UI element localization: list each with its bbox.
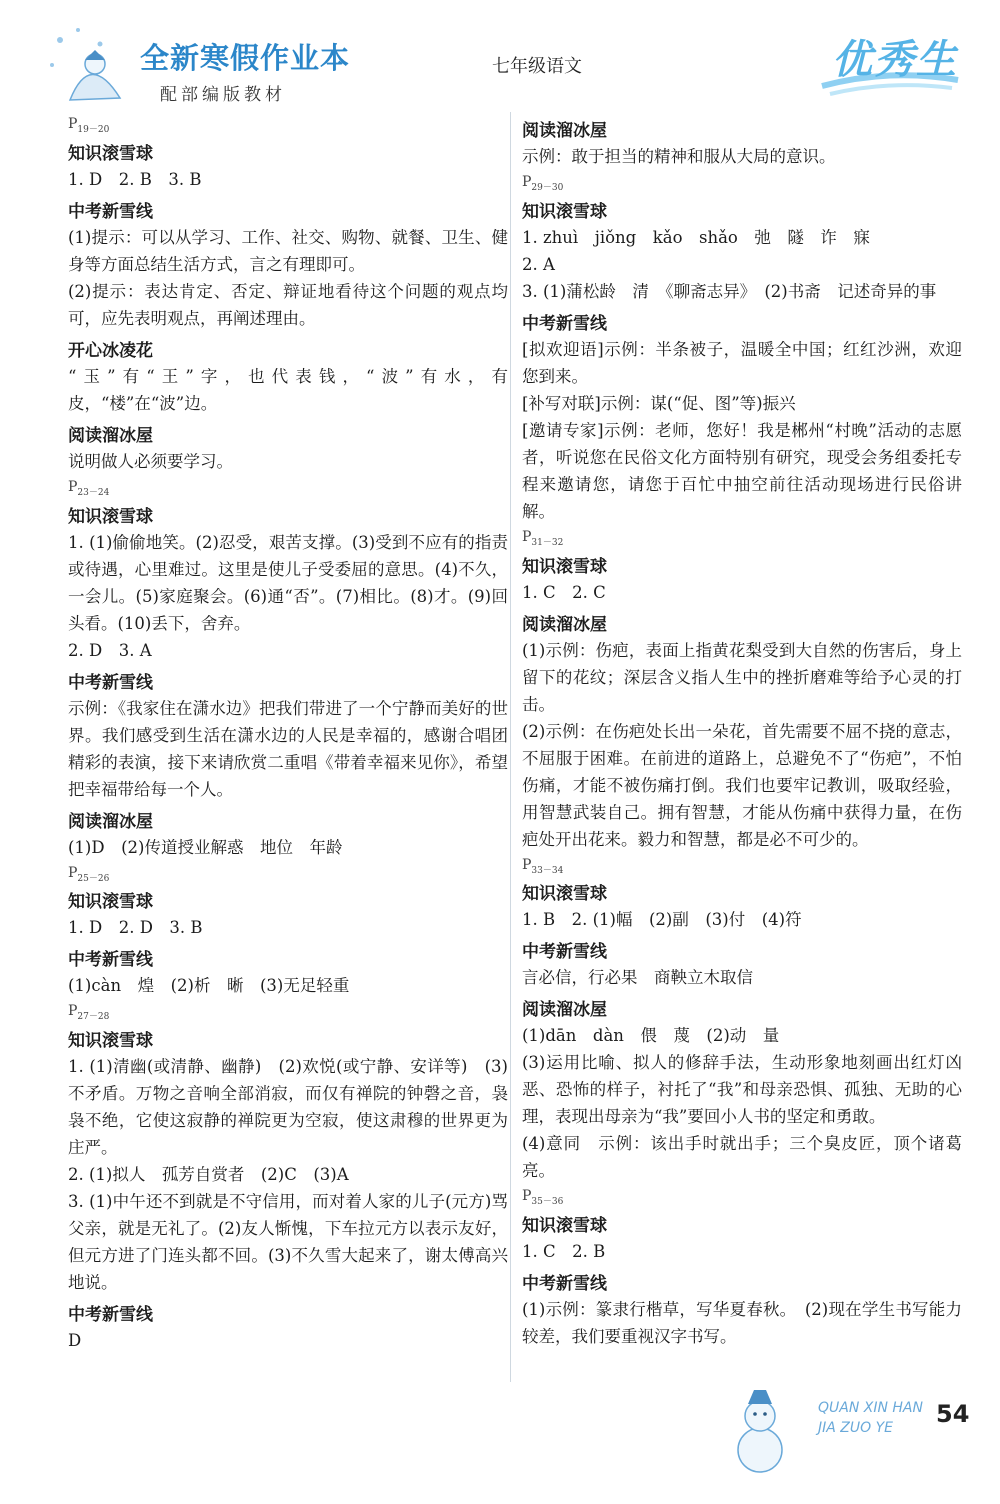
section-heading: 阅读溜冰屋 xyxy=(522,614,607,635)
answer-line: [补写对联]示例：谋(“促、图”等)振兴 xyxy=(522,393,796,413)
page-subject: 七年级语文 xyxy=(492,56,582,77)
section-heading: 知识滚雪球 xyxy=(522,201,607,222)
answer-line: (1)dān dàn 偎 蔑 (2)动 量 xyxy=(522,1026,780,1046)
answer-line: (1)示例：伤疤，表面上指黄花梨受到大自然的伤害后，身上留下的花纹；深层含义指人生中的挫折磨难等给予心灵的打击。 xyxy=(522,640,962,714)
section-heading: 知识滚雪球 xyxy=(68,143,153,164)
answer-line: (2)示例：在伤疤处长出一朵花，首先需要不屈不挠的意志，不屈服于困难。在前进的道路上，总避免不了“伤疤”，不怕伤痛，才能不被伤痛打倒。我们也要牢记教训，吸取经验，用智慧武装自己。拥有智慧，才能从伤痛中获得力量，在伤疤处开出花来。毅力和智慧，都是必不可少的。 xyxy=(522,721,962,849)
answer-line: 2. D 3. A xyxy=(68,640,152,660)
brand-subtitle: 配部编版教材 xyxy=(160,85,286,105)
page-range-numbers: 23－24 xyxy=(77,487,110,498)
section-heading: 知识滚雪球 xyxy=(522,1216,607,1237)
page-range-prefix: P xyxy=(522,856,532,873)
page-range-prefix: P xyxy=(68,1003,78,1020)
page-range-label xyxy=(68,1003,508,1022)
section-heading: 阅读溜冰屋 xyxy=(68,425,153,446)
page-number: 54 xyxy=(936,1400,970,1428)
answer-line: 示例：《我家住在潇水边》把我们带进了一个宁静而美好的世界。我们感受到生活在潇水边的人民是幸福的，感谢合唱团精彩的表演，接下来请欣赏二重唱《带着幸福来见你》，希望把幸福带给每一个人。 xyxy=(68,698,508,799)
page-range-numbers: 31－32 xyxy=(531,537,564,548)
answer-line: 言必信，行必果 商鞅立木取信 xyxy=(522,968,753,988)
page-range-label xyxy=(522,174,962,193)
page-range-numbers: 27－28 xyxy=(77,1012,110,1023)
page-range-prefix: P xyxy=(522,1188,532,1205)
page-range-label xyxy=(522,1188,962,1207)
answer-line: 2. A xyxy=(522,254,555,274)
right-answer-column xyxy=(522,112,962,1350)
answer-line: 1. D 2. D 3. B xyxy=(68,918,203,938)
section-heading: 中考新雪线 xyxy=(522,313,607,334)
answer-line: (1)示例：篆隶行楷草，写华夏春秋。 (2)现在学生书写能力较差，我们要重视汉字书写。 xyxy=(522,1300,962,1347)
section-heading: 知识滚雪球 xyxy=(522,556,607,577)
answer-line: D xyxy=(68,1331,82,1351)
page-range-prefix: P xyxy=(522,174,532,190)
answer-line: (1)提示：可以从学习、工作、社交、购物、就餐、卫生、健身等方面总结生活方式，言之有理即可。 xyxy=(68,227,508,274)
answer-line: (1)D (2)传道授业解惑 地位 年龄 xyxy=(68,837,343,857)
section-heading: 知识滚雪球 xyxy=(68,892,153,913)
answer-line: 1. (1)清幽(或清静、幽静) (2)欢悦(或宁静、安详等) (3)不矛盾。万物之音响全部消寂，而仅有禅院的钟磬之音，袅袅不绝，它使这寂静的禅院更为空寂，使这肃穆的世界更为庄严。 xyxy=(68,1057,508,1158)
answer-line: “玉”有“王”字，也代表钱，“波”有水，有皮，“楼”在“波”边。 xyxy=(68,366,508,413)
page-range-prefix: P xyxy=(68,116,78,132)
answer-line: 2. (1)拟人 孤芳自赏者 (2)C (3)A xyxy=(68,1165,349,1185)
answer-line: [拟欢迎语]示例：半条被子，温暖全中国；红红沙洲，欢迎您到来。 xyxy=(522,339,962,386)
answer-line: 示例：敢于担当的精神和服从大局的意识。 xyxy=(522,147,836,166)
page-range-numbers: 25－26 xyxy=(77,873,110,884)
section-heading: 中考新雪线 xyxy=(68,672,153,693)
series-pinyin-footer: QUAN XIN HAN JIA ZUO YE xyxy=(818,1400,923,1436)
column-divider xyxy=(510,112,511,1382)
page-range-prefix: P xyxy=(522,528,532,545)
section-heading: 中考新雪线 xyxy=(68,1305,153,1326)
answer-line: 3. (1)蒲松龄 清 《聊斋志异》 (2)书斋 记述奇异的事 xyxy=(522,281,937,301)
answer-line: (2)提示：表达肯定、否定、辩证地看待这个问题的观点均可，应先表明观点，再阐述理由。 xyxy=(68,281,508,328)
page-range-numbers: 19－20 xyxy=(77,124,110,135)
page-range-numbers: 29－30 xyxy=(531,182,564,193)
answer-line: 1. C 2. C xyxy=(522,582,606,602)
answer-line: 说明做人必须要学习。 xyxy=(68,451,233,471)
answer-line: 3. (1)中午还不到就是不守信用，而对着人家的儿子(元方)骂父亲，就是无礼了。(2)友人惭愧，下车拉元方以表示友好，但元方进了门连头都不回。(3)不久雪大起来了，谢太傅高兴地说。 xyxy=(68,1192,508,1293)
page-range-label xyxy=(522,857,962,876)
section-heading: 中考新雪线 xyxy=(68,201,153,222)
brand-logo: 优秀生 xyxy=(832,37,958,83)
section-heading: 中考新雪线 xyxy=(522,1274,607,1295)
answer-line: 1. D 2. B 3. B xyxy=(68,169,202,189)
answer-line: 1. (1)偷偷地笑。(2)忍受，艰苦支撑。(3)受到不应有的指责或待遇，心里难过。这里是使儿子受委屈的意思。(4)不久，一会儿。(5)家庭聚会。(6)通“否”。(7)相比。(8)才。(9)回头看。(10)丢下，舍弃。 xyxy=(68,532,508,633)
answer-line: (4)意同 示例：该出手时就出手；三个臭皮匠，顶个诸葛亮。 xyxy=(522,1134,962,1181)
answer-line: (1)càn 煌 (2)析 晰 (3)无足轻重 xyxy=(68,976,350,996)
section-heading: 阅读溜冰屋 xyxy=(522,121,607,141)
section-heading: 知识滚雪球 xyxy=(522,884,607,905)
left-answer-column xyxy=(68,112,508,1354)
page-range-label xyxy=(522,529,962,548)
answer-line: [邀请专家]示例：老师，您好！我是郴州“村晚”活动的志愿者，听说您在民俗文化方面特别有研究，现受会务组委托专程来邀请您，请您于百忙中抽空前往活动现场进行民俗讲解。 xyxy=(522,420,962,521)
section-heading: 阅读溜冰屋 xyxy=(522,1000,607,1021)
answer-line: (3)运用比喻、拟人的修辞手法，生动形象地刻画出红灯凶恶、恐怖的样子，衬托了“我”和母亲恐惧、孤独、无助的心理，表现出母亲为“我”要回小人书的坚定和勇敢。 xyxy=(522,1053,962,1127)
page-range-prefix: P xyxy=(68,478,78,495)
section-heading: 中考新雪线 xyxy=(522,942,607,963)
section-heading: 知识滚雪球 xyxy=(68,506,153,527)
section-heading: 知识滚雪球 xyxy=(68,1031,153,1052)
section-heading: 阅读溜冰屋 xyxy=(68,811,153,832)
answer-line: 1. C 2. B xyxy=(522,1242,606,1262)
answer-line: 1. zhuì jiǒng kǎo shǎo 弛 隧 诈 寐 xyxy=(522,227,870,247)
page-range-numbers: 35－36 xyxy=(531,1197,564,1208)
snowman-decoration-icon xyxy=(720,1380,810,1480)
page-range-prefix: P xyxy=(68,864,78,881)
page-range-label xyxy=(68,865,508,884)
section-heading: 开心冰凌花 xyxy=(68,340,153,361)
answer-line: 1. B 2. (1)幅 (2)副 (3)付 (4)符 xyxy=(522,910,802,930)
page-range-label xyxy=(68,116,508,135)
snowflake-decoration-icon xyxy=(40,20,135,110)
page-range-label xyxy=(68,479,508,498)
page-header xyxy=(0,0,1000,110)
section-heading: 中考新雪线 xyxy=(68,950,153,971)
brand-title: 全新寒假作业本 xyxy=(140,41,351,75)
page-range-numbers: 33－34 xyxy=(531,865,564,876)
